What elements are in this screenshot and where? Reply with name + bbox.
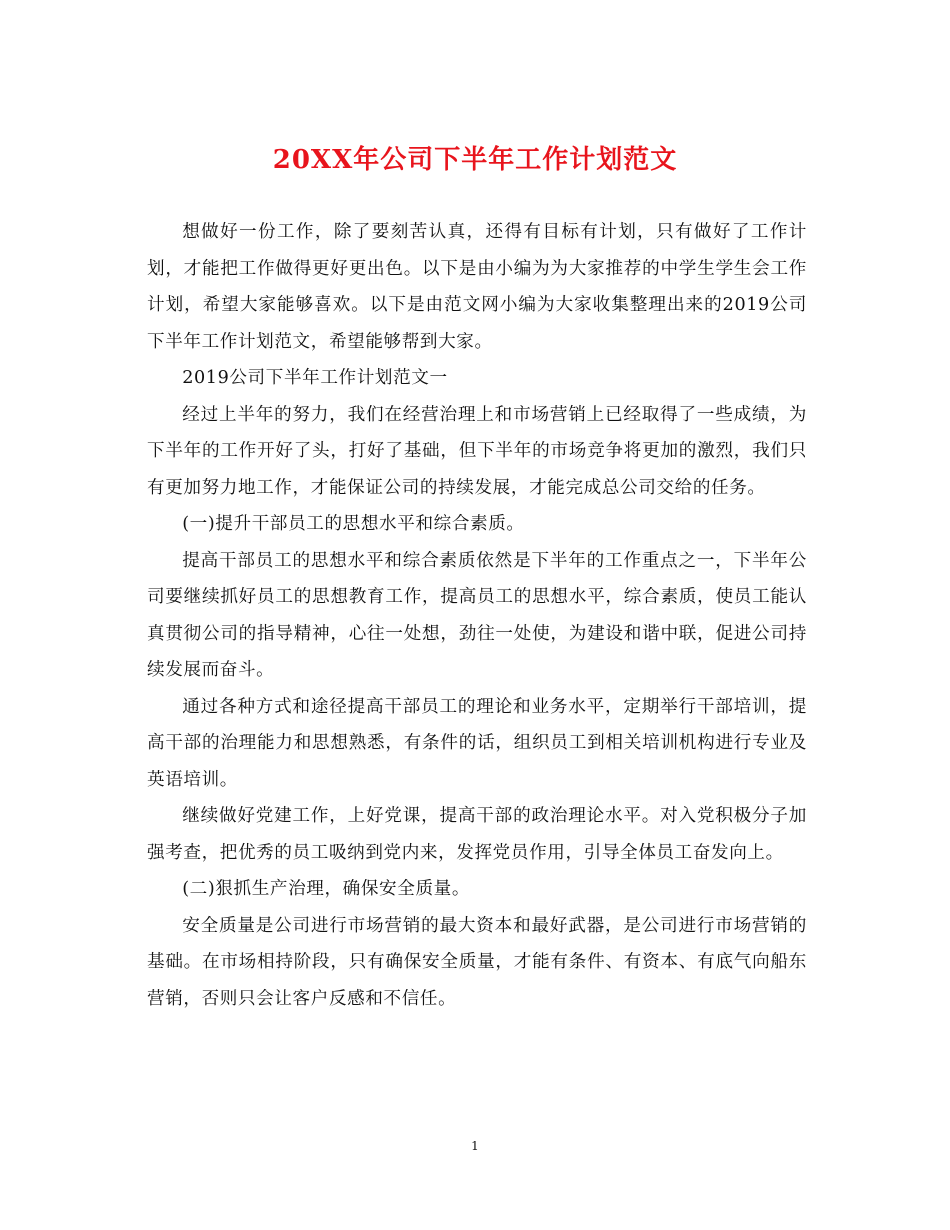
paragraph-subtitle: 2019公司下半年工作计划范文一 [182,368,448,388]
paragraph-safety: 安全质量是公司进行市场营销的最大资本和最好武器，是公司进行市场营销的基础。在市场相持阶段，只有确保安全质量，才能有条件、有资本、有底气向船东营销，否则只会让客户反感和不信任。 [147,915,807,1009]
page-number: 1 [471,1139,479,1153]
section-heading-1: (一)提升干部员工的思想水平和综合素质。 [182,514,525,534]
paragraph-party: 继续做好党建工作，上好党课，提高干部的政治理论水平。对入党积极分子加强考查，把优秀的员工吸纳到党内来，发挥党员作用，引导全体员工奋发向上。 [147,806,807,863]
paragraph-quality: 提高干部员工的思想水平和综合素质依然是下半年的工作重点之一，下半年公司要继续抓好员工的思想教育工作，提高员工的思想水平，综合素质，使员工能认真贯彻公司的指导精神，心往一处想，劲往一处使，为建设和谐中联，促进公司持续发展而奋斗。 [147,550,807,680]
paragraph-overview: 经过上半年的努力，我们在经营治理上和市场营销上已经取得了一些成绩，为下半年的工作开好了头，打好了基础，但下半年的市场竞争将更加的激烈，我们只有更加努力地工作，才能保证公司的持续发展，才能完成总公司交给的任务。 [147,404,807,498]
document-title: 20XX年公司下半年工作计划范文 [272,145,678,175]
section-heading-2: (二)狠抓生产治理，确保安全质量。 [182,879,471,899]
paragraph-training: 通过各种方式和途径提高干部员工的理论和业务水平，定期举行干部培训，提高干部的治理能力和思想熟悉，有条件的话，组织员工到相关培训机构进行专业及英语培训。 [147,696,807,790]
document-body [147,214,807,1017]
paragraph-intro: 想做好一份工作，除了要刻苦认真，还得有目标有计划，只有做好了工作计划，才能把工作做得更好更出色。以下是由小编为为大家推荐的中学生学生会工作计划，希望大家能够喜欢。以下是由范文网小编为大家收集整理出来的2019公司下半年工作计划范文，希望能够帮到大家。 [147,222,807,352]
